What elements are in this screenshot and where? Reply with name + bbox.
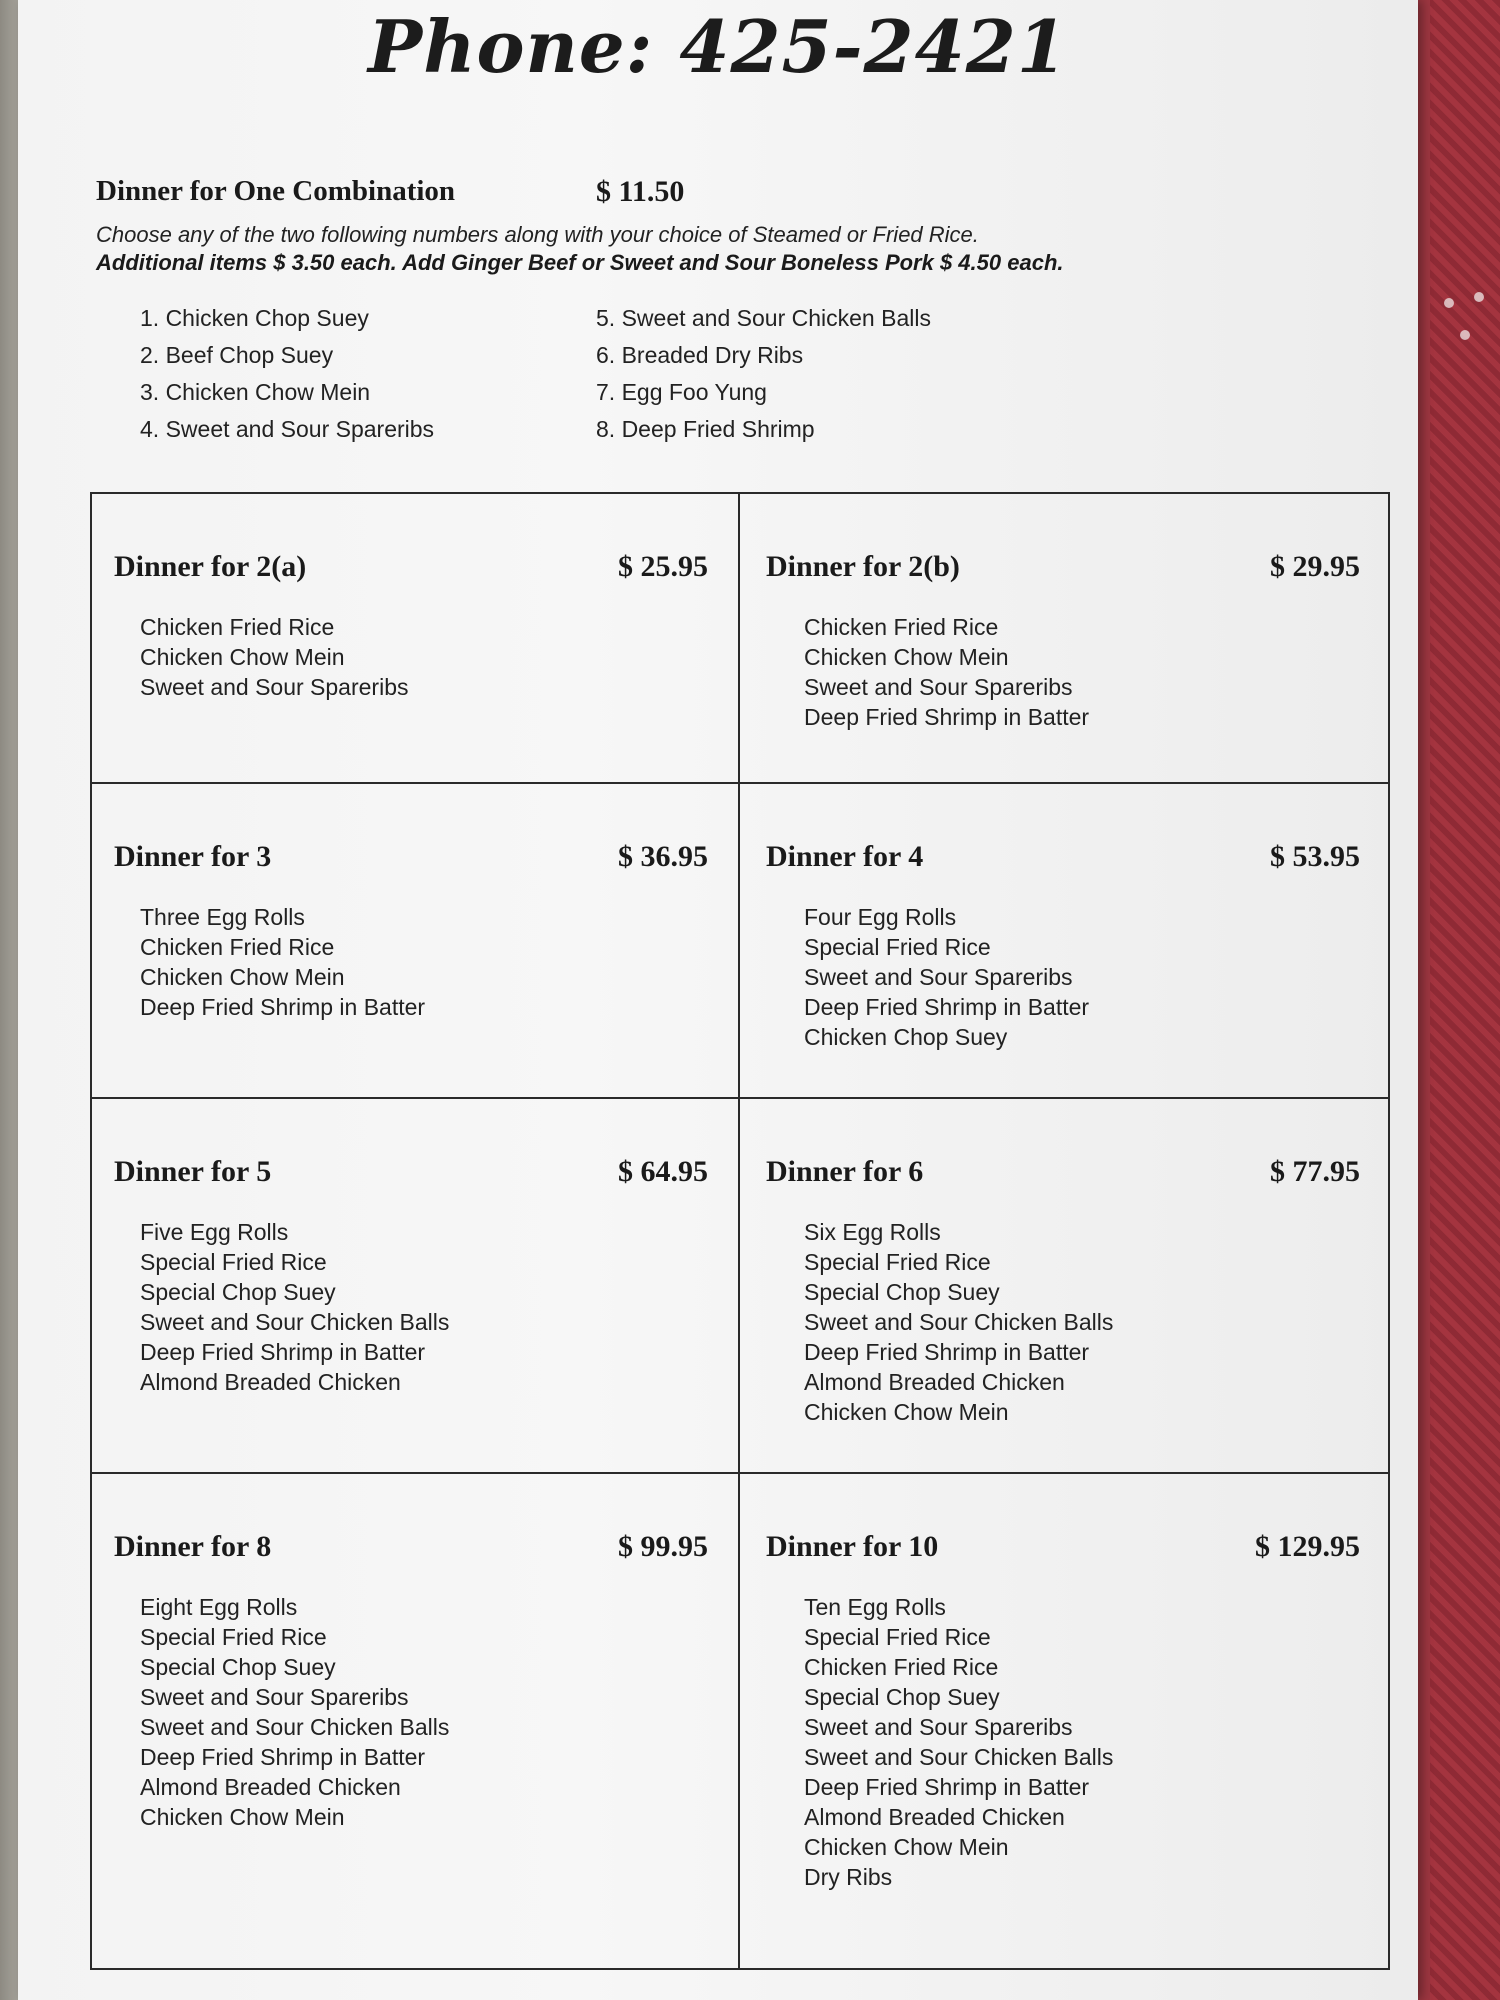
dinner-item: Sweet and Sour Chicken Balls [804, 1744, 1114, 1770]
dinner-item: Sweet and Sour Spareribs [804, 1714, 1073, 1740]
dinner-item: Chicken Chow Mein [140, 1804, 345, 1830]
dinner-item: Special Chop Suey [140, 1654, 336, 1680]
dinner-item: Chicken Fried Rice [140, 934, 335, 960]
combo-choice: 7. Egg Foo Yung [596, 379, 767, 405]
dinner-item: Special Fried Rice [804, 934, 991, 960]
dinner-item: Almond Breaded Chicken [140, 1774, 401, 1800]
dinner-item: Special Fried Rice [140, 1624, 327, 1650]
dinner-items [804, 1592, 1113, 1892]
dinner-items [804, 1217, 1113, 1427]
dinner-item: Special Chop Suey [804, 1279, 1000, 1305]
cloth-pattern-dot [1474, 292, 1484, 302]
dinner-item: Deep Fried Shrimp in Batter [804, 704, 1090, 730]
dinner-box-3 [92, 784, 740, 1099]
dinner-items [140, 612, 409, 702]
combo-choices-right [596, 300, 931, 448]
combo-additional-note: Additional items $ 3.50 each. Add Ginger Beef or Sweet and Sour Boneless Pork $ 4.50 each. [96, 250, 1064, 275]
dinner-item: Four Egg Rolls [804, 904, 957, 930]
dinner-item: Special Chop Suey [140, 1279, 336, 1305]
dinner-price: $ 53.95 [1270, 840, 1360, 873]
dinner-item: Chicken Fried Rice [804, 1654, 999, 1680]
cloth-pattern-dot [1460, 330, 1470, 340]
dinner-items [804, 902, 1089, 1052]
dinner-item: Eight Egg Rolls [140, 1594, 298, 1620]
combo-choices-left [140, 300, 434, 448]
dinner-item: Sweet and Sour Spareribs [804, 674, 1073, 700]
dinner-box-6 [740, 1099, 1390, 1474]
dinner-box-4 [740, 784, 1390, 1099]
dinner-item: Deep Fried Shrimp in Batter [140, 1744, 426, 1770]
combo-choice: 3. Chicken Chow Mein [140, 379, 371, 405]
dinner-item: Deep Fried Shrimp in Batter [140, 1339, 426, 1365]
combo-choice: 5. Sweet and Sour Chicken Balls [596, 305, 931, 331]
dinner-price: $ 77.95 [1270, 1155, 1360, 1188]
dinner-title: Dinner for 4 [766, 840, 924, 873]
dinner-item: Sweet and Sour Spareribs [804, 964, 1073, 990]
dinner-item: Deep Fried Shrimp in Batter [804, 994, 1090, 1020]
dinner-item: Chicken Fried Rice [804, 614, 999, 640]
dinner-item: Sweet and Sour Spareribs [140, 1684, 409, 1710]
dinner-title: Dinner for 3 [114, 840, 272, 873]
dinner-title: Dinner for 5 [114, 1155, 272, 1188]
dinner-item: Dry Ribs [804, 1864, 893, 1890]
dinner-title: Dinner for 6 [766, 1155, 924, 1188]
combo-choice: 2. Beef Chop Suey [140, 342, 334, 368]
dinner-title: Dinner for 2(a) [114, 550, 307, 583]
combo-choice: 6. Breaded Dry Ribs [596, 342, 804, 368]
dinner-item: Almond Breaded Chicken [804, 1369, 1065, 1395]
dinner-items [140, 1592, 449, 1832]
dinner-items [804, 612, 1089, 732]
dinner-price: $ 129.95 [1255, 1530, 1360, 1563]
phone-number-heading: Phone: 425-2421 [368, 4, 1068, 89]
dinner-box-8 [92, 1474, 740, 1968]
dinner-price: $ 99.95 [618, 1530, 708, 1563]
dinner-item: Special Chop Suey [804, 1684, 1000, 1710]
dinner-item: Chicken Chow Mein [140, 644, 345, 670]
dinner-item: Five Egg Rolls [140, 1219, 289, 1245]
dinner-item: Deep Fried Shrimp in Batter [804, 1339, 1090, 1365]
dinner-items [140, 902, 425, 1022]
dinner-price: $ 64.95 [618, 1155, 708, 1188]
dinner-item: Chicken Chow Mein [804, 644, 1009, 670]
combo-choice: 8. Deep Fried Shrimp [596, 416, 815, 442]
dinner-box-5 [92, 1099, 740, 1474]
dinner-item: Sweet and Sour Chicken Balls [804, 1309, 1114, 1335]
combo-choice: 4. Sweet and Sour Spareribs [140, 416, 435, 442]
dinner-item: Chicken Chop Suey [804, 1024, 1008, 1050]
dinner-item: Sweet and Sour Chicken Balls [140, 1309, 450, 1335]
dinner-grid [90, 492, 1390, 1970]
dinner-price: $ 29.95 [1270, 550, 1360, 583]
dinner-item: Special Fried Rice [804, 1249, 991, 1275]
dinner-item: Sweet and Sour Chicken Balls [140, 1714, 450, 1740]
dinner-box-2b [740, 494, 1390, 784]
dinner-item: Almond Breaded Chicken [804, 1804, 1065, 1830]
dinner-item: Three Egg Rolls [140, 904, 305, 930]
dinner-price: $ 36.95 [618, 840, 708, 873]
dinner-item: Special Fried Rice [140, 1249, 327, 1275]
dinner-item: Chicken Chow Mein [140, 964, 345, 990]
combo-choice: 1. Chicken Chop Suey [140, 305, 369, 331]
dinner-item: Chicken Fried Rice [140, 614, 335, 640]
tablecloth-background [1430, 0, 1500, 2000]
dinner-item: Deep Fried Shrimp in Batter [140, 994, 426, 1020]
dinner-title: Dinner for 10 [766, 1530, 939, 1563]
dinner-title: Dinner for 2(b) [766, 550, 960, 583]
cloth-pattern-dot [1444, 298, 1454, 308]
dinner-item: Almond Breaded Chicken [140, 1369, 401, 1395]
dinner-item: Special Fried Rice [804, 1624, 991, 1650]
dinner-box-10 [740, 1474, 1390, 1968]
dinner-box-2a [92, 494, 740, 784]
dinner-item: Deep Fried Shrimp in Batter [804, 1774, 1090, 1800]
menu-page [18, 0, 1418, 2000]
dinner-item: Six Egg Rolls [804, 1219, 941, 1245]
dinner-item: Sweet and Sour Spareribs [140, 674, 409, 700]
dinner-price: $ 25.95 [618, 550, 708, 583]
dinner-item: Chicken Chow Mein [804, 1834, 1009, 1860]
dinner-title: Dinner for 8 [114, 1530, 272, 1563]
combo-description: Choose any of the two following numbers along with your choice of Steamed or Fried Rice. [96, 222, 979, 247]
dinner-items [140, 1217, 449, 1397]
dinner-item: Chicken Chow Mein [804, 1399, 1009, 1425]
combo-price: $ 11.50 [596, 175, 685, 208]
dinner-item: Ten Egg Rolls [804, 1594, 946, 1620]
combo-title: Dinner for One Combination [96, 175, 456, 207]
